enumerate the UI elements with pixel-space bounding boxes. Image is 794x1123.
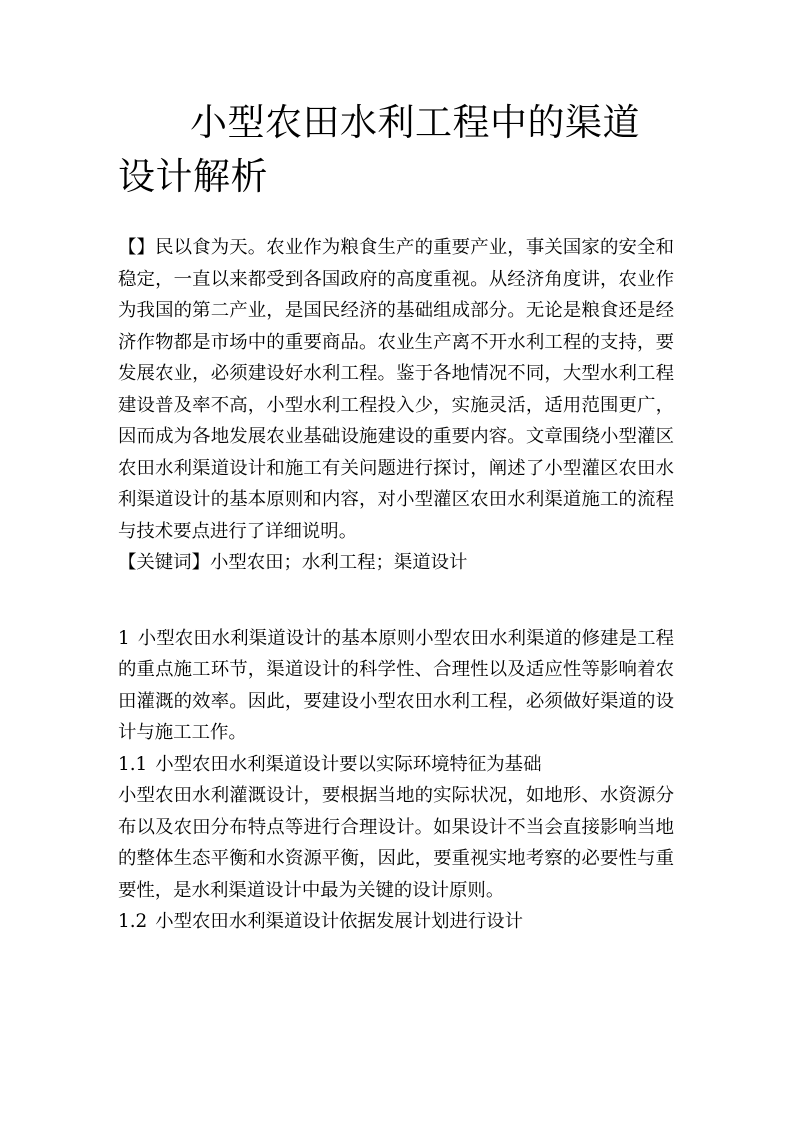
subsection-1-2-heading xyxy=(118,906,674,938)
subsection-1-1-heading xyxy=(118,749,674,781)
abstract-paragraph xyxy=(118,232,674,547)
section-1-paragraph xyxy=(118,623,674,749)
keywords-line xyxy=(118,547,674,579)
section-1-text: 小型农田水利渠道设计的基本原则小型农田水利渠道的修建是工程的重点施工环节，渠道设计的科学性、合理性以及适应性等影响着农田灌溉的效率。因此，要建设小型农田水利工程，必须做好渠道的设计与施工工作。 xyxy=(118,627,674,743)
abstract-label: 【】 xyxy=(118,237,156,258)
subsection-1-2-number: 1.2 xyxy=(118,911,148,932)
abstract-text: 民以食为天。农业作为粮食生产的重要产业，事关国家的安全和稳定，一直以来都受到各国政府的高度重视。从经济角度讲，农业作为我国的第二产业，是国民经济的基础组成部分。无论是粮食还是经济作物都是市场中的重要商品。农业生产离不开水利工程的支持，要发展农业，必须建设好水利工程。鉴于各地情况不同，大型水利工程建设普及率不高，小型水利工程投入少，实施灵活，适用范围更广，因而成为各地发展农业基础设施建设的重要内容。文章围绕小型灌区农田水利渠道设计和施工有关问题进行探讨，阐述了小型灌区农田水利渠道设计的基本原则和内容，对小型灌区农田水利渠道施工的流程与技术要点进行了详细说明。 xyxy=(118,237,674,542)
section-1-number: 1 xyxy=(118,627,130,649)
document-title: 小型农田水利工程中的渠道设计解析 xyxy=(118,101,640,198)
subsection-1-1-paragraph: 小型农田水利灌溉设计，要根据当地的实际状况，如地形、水资源分布以及农田分布特点等进行合理设计。如果设计不当会直接影响当地的整体生态平衡和水资源平衡，因此，要重视实地考察的必要性与重要性，是水利渠道设计中最为关键的设计原则。 xyxy=(118,785,674,901)
document-page xyxy=(118,0,674,938)
keywords-text: 小型农田；水利工程；渠道设计 xyxy=(209,552,468,573)
subsection-1-2-title: 小型农田水利渠道设计依据发展计划进行设计 xyxy=(155,911,524,932)
subsection-1-1-title: 小型农田水利渠道设计要以实际环境特征为基础 xyxy=(155,753,542,775)
keywords-label: 【关键词】 xyxy=(118,552,210,573)
subsection-1-1-number: 1.1 xyxy=(118,753,148,775)
